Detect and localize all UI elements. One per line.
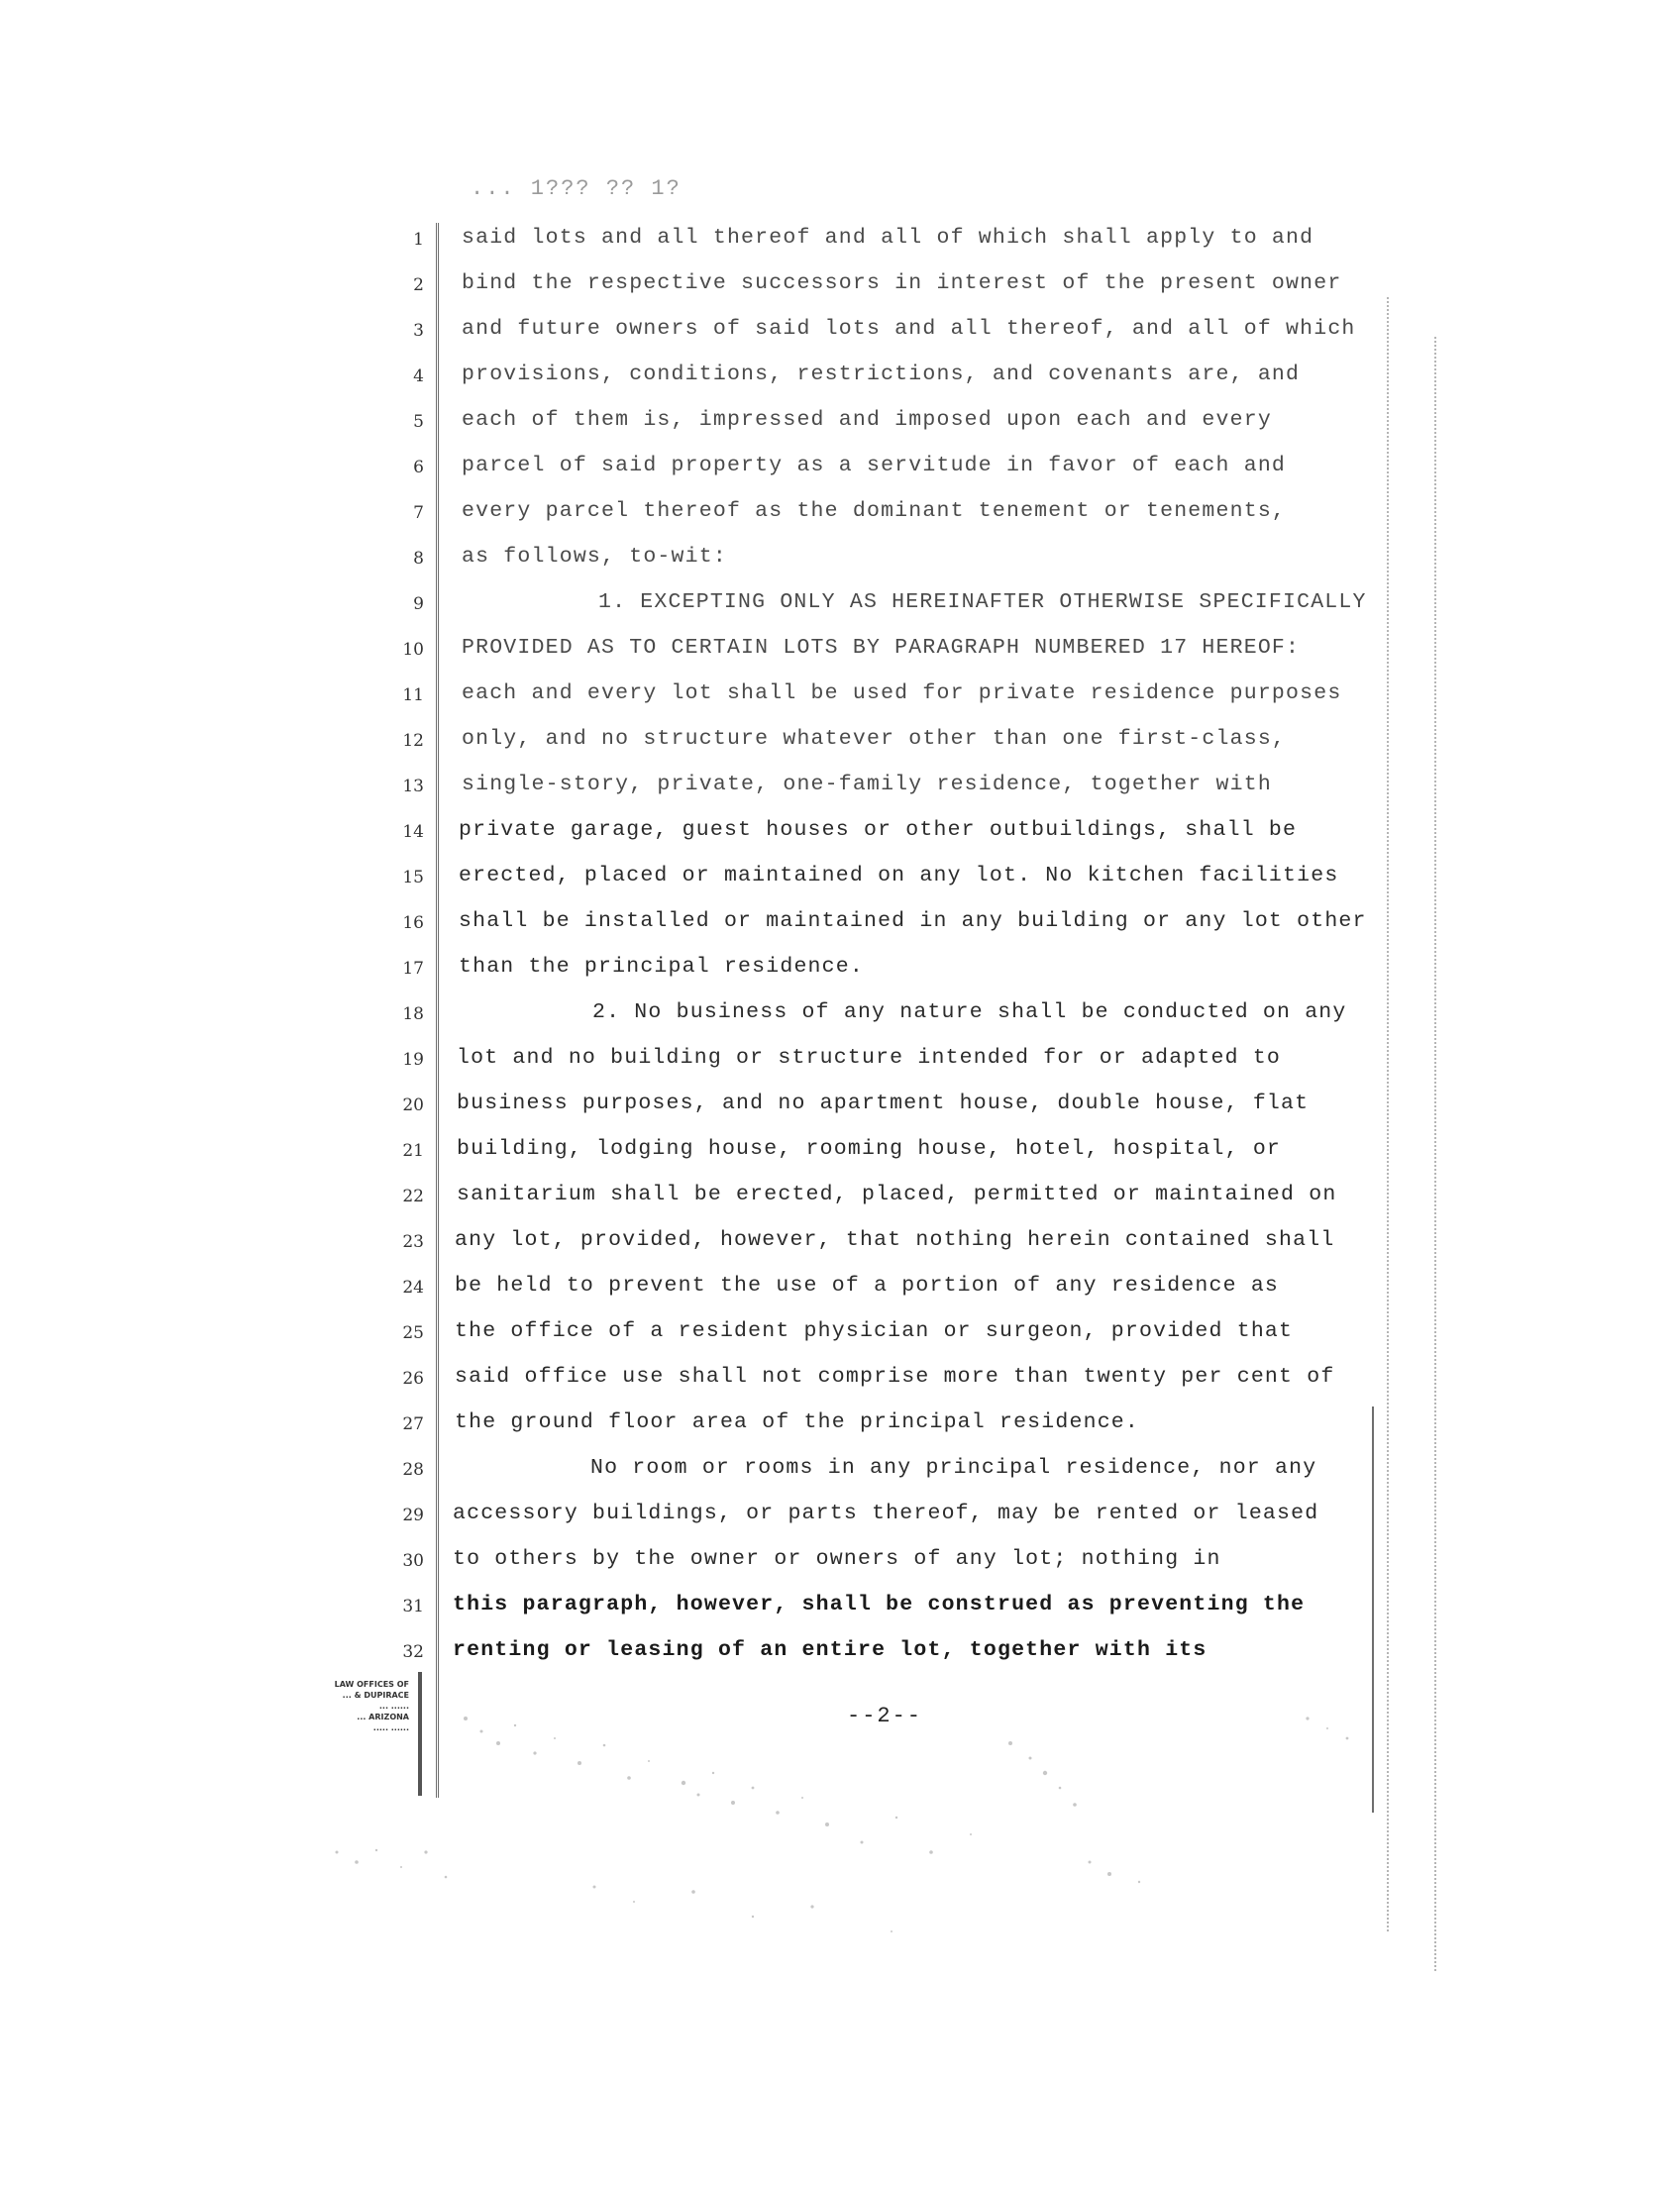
stamp-line: LAW OFFICES OF bbox=[334, 1680, 409, 1689]
text-line: parcel of said property as a servitude in favor of each and bbox=[462, 454, 1287, 477]
line-number: 20 bbox=[402, 1095, 424, 1115]
text-line: each and every lot shall be used for private residence purposes bbox=[462, 681, 1342, 705]
line-number: 28 bbox=[402, 1460, 424, 1480]
text-line: renting or leasing of an entire lot, together with its bbox=[453, 1638, 1208, 1662]
text-line: accessory buildings, or parts thereof, may be rented or leased bbox=[453, 1502, 1319, 1525]
line-number: 16 bbox=[402, 913, 424, 933]
line-number: 22 bbox=[402, 1187, 424, 1206]
text-line: No room or rooms in any principal residence, nor any bbox=[590, 1456, 1317, 1480]
line-number: 11 bbox=[402, 685, 424, 705]
text-line: shall be installed or maintained in any building or any lot other bbox=[459, 909, 1367, 933]
stamp-line: ... ARIZONA bbox=[357, 1713, 409, 1721]
text-line: building, lodging house, rooming house, hotel, hospital, or bbox=[457, 1137, 1282, 1161]
line-number: 1 bbox=[413, 230, 424, 250]
header-mark: ... 1??? ?? 1? bbox=[471, 176, 682, 201]
line-number: 23 bbox=[402, 1232, 424, 1252]
text-line: this paragraph, however, shall be construed as preventing the bbox=[453, 1593, 1306, 1616]
line-number: 15 bbox=[402, 868, 424, 887]
line-number: 18 bbox=[402, 1004, 424, 1024]
line-number: 30 bbox=[402, 1551, 424, 1571]
line-number: 24 bbox=[402, 1278, 424, 1298]
text-line: every parcel thereof as the dominant tenement or tenements, bbox=[462, 499, 1287, 523]
line-number: 32 bbox=[402, 1642, 424, 1662]
text-line: lot and no building or structure intended for or adapted to bbox=[457, 1046, 1282, 1070]
line-number: 17 bbox=[402, 959, 424, 979]
speckle-cluster bbox=[336, 1717, 1349, 1932]
line-number: 8 bbox=[413, 549, 424, 569]
text-line: than the principal residence. bbox=[459, 955, 864, 979]
text-line: any lot, provided, however, that nothing herein contained shall bbox=[455, 1228, 1335, 1252]
line-number: 6 bbox=[413, 458, 424, 477]
line-number: 2 bbox=[413, 275, 424, 295]
page-number: --2-- bbox=[847, 1704, 923, 1728]
text-line: and future owners of said lots and all thereof, and all of which bbox=[462, 317, 1356, 341]
stamp-line: ... & DUPIRACE bbox=[342, 1691, 409, 1700]
text-line: PROVIDED AS TO CERTAIN LOTS BY PARAGRAPH NUMBERED 17 HEREOF: bbox=[462, 636, 1301, 660]
line-number: 9 bbox=[413, 594, 424, 614]
line-number: 10 bbox=[402, 640, 424, 660]
line-number: 31 bbox=[402, 1597, 424, 1616]
line-number: 13 bbox=[402, 777, 424, 796]
text-line: single-story, private, one-family residence, together with bbox=[462, 773, 1272, 796]
line-number: 14 bbox=[402, 822, 424, 842]
text-line: 2. No business of any nature shall be conducted on any bbox=[592, 1000, 1347, 1024]
line-number: 25 bbox=[402, 1323, 424, 1343]
text-line: business purposes, and no apartment house, double house, flat bbox=[457, 1092, 1310, 1115]
line-number: 27 bbox=[402, 1414, 424, 1434]
text-line: erected, placed or maintained on any lot. No kitchen facilities bbox=[459, 864, 1339, 887]
line-number: 19 bbox=[402, 1050, 424, 1070]
stamp-line: ... ...... bbox=[378, 1702, 409, 1711]
text-line: be held to prevent the use of a portion of any residence as bbox=[455, 1274, 1280, 1298]
line-number: 21 bbox=[402, 1141, 424, 1161]
line-number: 3 bbox=[413, 321, 424, 341]
text-line: 1. EXCEPTING ONLY AS HEREINAFTER OTHERWISE SPECIFICALLY bbox=[598, 590, 1367, 614]
text-line: the office of a resident physician or surgeon, provided that bbox=[455, 1319, 1294, 1343]
text-line: said office use shall not comprise more than twenty per cent of bbox=[455, 1365, 1335, 1389]
line-number: 29 bbox=[402, 1506, 424, 1525]
text-line: each of them is, impressed and imposed upon each and every bbox=[462, 408, 1272, 432]
text-line: the ground floor area of the principal residence. bbox=[455, 1410, 1140, 1434]
line-number: 4 bbox=[413, 366, 424, 386]
text-line: provisions, conditions, restrictions, and covenants are, and bbox=[462, 363, 1301, 386]
text-line: said lots and all thereof and all of which shall apply to and bbox=[462, 226, 1314, 250]
line-number: 7 bbox=[413, 503, 424, 523]
line-number: 12 bbox=[402, 731, 424, 751]
text-line: private garage, guest houses or other outbuildings, shall be bbox=[459, 818, 1298, 842]
text-line: bind the respective successors in interest of the present owner bbox=[462, 271, 1342, 295]
text-line: only, and no structure whatever other than one first-class, bbox=[462, 727, 1287, 751]
text-line: as follows, to-wit: bbox=[462, 545, 727, 569]
line-number: 26 bbox=[402, 1369, 424, 1389]
line-number: 5 bbox=[413, 412, 424, 432]
text-line: sanitarium shall be erected, placed, permitted or maintained on bbox=[457, 1183, 1337, 1206]
stamp-line: ..... ...... bbox=[372, 1723, 409, 1732]
text-line: to others by the owner or owners of any lot; nothing in bbox=[453, 1547, 1221, 1571]
